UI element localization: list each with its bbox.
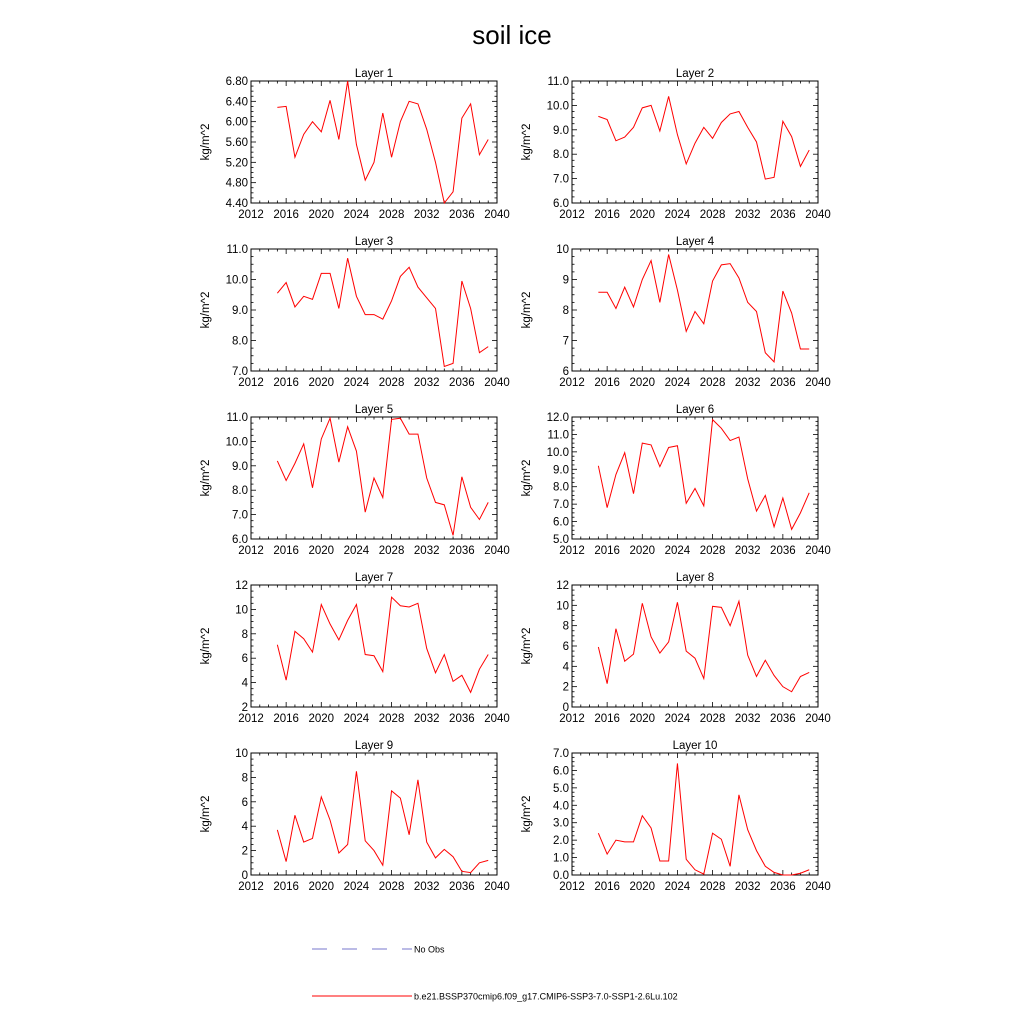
panel-5-title: Layer 5 [354,404,394,416]
panel-5-ytick-label: 9.0 [232,460,248,473]
panel-3-ylabel: kg/m^2 [200,291,212,329]
panel-10-xtick-label: 2020 [629,881,656,893]
panel-9-ytick-label: 4 [241,821,248,834]
panel-4-ytick-label: 10 [556,244,569,256]
panel-3-xtick-label: 2028 [378,377,405,389]
panel-7-title: Layer 7 [354,572,394,584]
panel-10-ytick-label: 2.0 [553,835,569,848]
panel-4-xtick-label: 2012 [559,377,585,389]
panel-2-title: Layer 2 [675,68,715,80]
panel-5-ylabel: kg/m^2 [200,459,212,497]
panel-6-ytick-label: 12.0 [546,412,569,424]
panel-6-xtick-label: 2036 [770,545,796,557]
panel-8-ytick-label: 0 [562,702,569,714]
panel-5-xtick-label: 2040 [484,545,510,557]
panel-6-ylabel: kg/m^2 [521,459,533,497]
panel-8-title: Layer 8 [675,572,715,584]
panel-1-ytick-label: 6.00 [225,116,248,129]
panel-4-ylabel: kg/m^2 [521,291,533,329]
panel-1-xtick-label: 2036 [449,209,475,221]
panel-2-xtick-label: 2036 [770,209,796,221]
panel-1-xtick-label: 2028 [378,209,405,221]
panel-8-ytick-label: 8 [562,620,569,633]
panel-4-xtick-label: 2024 [664,377,691,389]
panel-6-xtick-label: 2016 [594,545,620,557]
panel-3-xtick-label: 2016 [273,377,299,389]
panel-8-xtick-label: 2016 [594,713,620,725]
panel-8-ylabel: kg/m^2 [521,627,533,665]
panel-2-xtick-label: 2032 [734,209,761,221]
panel-1-ytick-label: 4.40 [225,198,248,210]
panel-10-xtick-label: 2028 [699,881,726,893]
panel-6-ytick-label: 11.0 [547,429,569,442]
figure-title: soil ice [472,20,552,50]
panel-8-xtick-label: 2012 [559,713,585,725]
panel-2-ytick-label: 10.0 [546,100,569,113]
panel-9-xtick-label: 2028 [378,881,405,893]
panel-5-ytick-label: 6.0 [232,534,248,546]
panel-3-xtick-label: 2024 [343,377,370,389]
panel-10-ytick-label: 6.0 [553,765,569,778]
panel-4-xtick-label: 2036 [770,377,796,389]
panel-10-xtick-label: 2032 [734,881,761,893]
panel-8-xtick-label: 2040 [805,713,831,725]
panel-8-ytick-label: 12 [556,580,569,592]
panel-4-xtick-label: 2016 [594,377,620,389]
panel-10-ytick-label: 5.0 [553,782,569,795]
panel-9-xtick-label: 2032 [413,881,440,893]
panel-2-ytick-label: 9.0 [553,124,569,137]
panel-3-ytick-label: 10.0 [225,274,248,287]
panel-8-ytick-label: 10 [556,600,569,613]
panel-6-ytick-label: 9.0 [553,464,569,477]
panel-4-xtick-label: 2040 [805,377,831,389]
panel-2-ytick-label: 6.0 [553,198,569,210]
panel-2-ytick-label: 11.0 [547,76,569,88]
panel-3-ytick-label: 11.0 [226,244,248,256]
panel-5-xtick-label: 2036 [449,545,475,557]
panel-6-xtick-label: 2024 [664,545,691,557]
panel-1-ytick-label: 5.20 [225,157,248,170]
panel-10-xtick-label: 2040 [805,881,831,893]
panel-5-ytick-label: 8.0 [232,485,248,498]
panel-7-xtick-label: 2024 [343,713,370,725]
panel-5-xtick-label: 2020 [308,545,335,557]
panel-7-xtick-label: 2012 [238,713,264,725]
panel-6-ytick-label: 10.0 [546,446,569,459]
panel-3-xtick-label: 2032 [413,377,440,389]
panel-5-ytick-label: 10.0 [225,436,248,449]
panel-10-title: Layer 10 [672,740,718,752]
panel-2-xtick-label: 2024 [664,209,691,221]
panel-8-xtick-label: 2036 [770,713,796,725]
panel-6-ytick-label: 7.0 [553,499,569,512]
panel-8-ytick-label: 2 [562,681,569,694]
panel-3-ytick-label: 8.0 [232,335,248,348]
panel-1-xtick-label: 2016 [273,209,299,221]
panel-9-xtick-label: 2040 [484,881,510,893]
panel-10-ytick-label: 1.0 [553,852,569,865]
panel-10-xtick-label: 2036 [770,881,796,893]
panel-4-xtick-label: 2020 [629,377,656,389]
panel-1-ytick-label: 5.60 [225,137,248,149]
panel-3-xtick-label: 2036 [449,377,475,389]
panel-1-ylabel: kg/m^2 [200,123,212,161]
panel-1-title: Layer 1 [354,68,394,80]
panel-2-xtick-label: 2028 [699,209,726,221]
panel-10-ytick-label: 7.0 [553,748,569,760]
panel-4-ytick-label: 9 [562,274,569,287]
panel-3-xtick-label: 2020 [308,377,335,389]
panel-10-xtick-label: 2024 [664,881,691,893]
panel-4-ytick-label: 8 [562,305,569,317]
panel-7-ytick-label: 6 [241,653,248,666]
panel-2-xtick-label: 2040 [805,209,831,221]
panel-1-xtick-label: 2032 [413,209,440,221]
panel-5-xtick-label: 2012 [238,545,264,557]
panel-8-xtick-label: 2020 [629,713,656,725]
panel-6-xtick-label: 2020 [629,545,656,557]
panel-4-title: Layer 4 [675,236,715,248]
panel-2-xtick-label: 2016 [594,209,620,221]
panel-7-ytick-label: 12 [235,580,248,592]
panel-7-xtick-label: 2016 [273,713,299,725]
panel-6-xtick-label: 2012 [559,545,585,557]
panel-7-ylabel: kg/m^2 [200,627,212,665]
panel-3-ytick-label: 9.0 [232,305,248,317]
panel-7-xtick-label: 2040 [484,713,510,725]
panel-9-xtick-label: 2016 [273,881,299,893]
panel-6-xtick-label: 2040 [805,545,831,557]
panel-9-xtick-label: 2036 [449,881,475,893]
panel-9-xtick-label: 2012 [238,881,264,893]
panel-9-title: Layer 9 [354,740,394,752]
panel-10-xtick-label: 2012 [559,881,585,893]
panel-3-title: Layer 3 [354,236,394,248]
panel-9-ytick-label: 10 [235,748,248,760]
panel-6-xtick-label: 2032 [734,545,761,557]
panel-1-xtick-label: 2012 [238,209,264,221]
panel-3-xtick-label: 2040 [484,377,510,389]
panel-7-ytick-label: 8 [241,628,248,641]
legend-model-label: b.e21.BSSP370cmip6.f09_g17.CMIP6-SSP3-7.0-SSP1-2.6Lu.102 [414,991,678,1002]
panel-7-ytick-label: 4 [241,677,248,690]
panel-1-xtick-label: 2020 [308,209,335,221]
panel-1-xtick-label: 2040 [484,209,510,221]
panel-4-xtick-label: 2032 [734,377,761,389]
panel-9-xtick-label: 2020 [308,881,335,893]
panel-10-ytick-label: 4.0 [553,800,569,813]
panel-6-title: Layer 6 [675,404,715,416]
panel-9-ytick-label: 6 [241,796,248,809]
panel-10-xtick-label: 2016 [594,881,620,893]
panel-10-ylabel: kg/m^2 [521,795,533,833]
panel-10-ytick-label: 0.0 [553,870,569,882]
panel-5-xtick-label: 2032 [413,545,440,557]
panel-4-ytick-label: 6 [562,366,569,378]
panel-5-xtick-label: 2024 [343,545,370,557]
panel-3-ytick-label: 7.0 [232,366,248,378]
panel-5-xtick-label: 2028 [378,545,405,557]
panel-4-ytick-label: 7 [562,335,569,348]
panel-7-xtick-label: 2020 [308,713,335,725]
panel-2-ytick-label: 7.0 [553,173,569,186]
legend-obs-label: No Obs [414,944,445,955]
panel-1-ytick-label: 6.80 [225,76,248,88]
panel-10-ytick-label: 3.0 [553,817,569,830]
panel-6-ytick-label: 6.0 [553,516,569,529]
panel-9-ytick-label: 0 [241,870,248,882]
panel-5-ytick-label: 7.0 [232,509,248,522]
panel-6-xtick-label: 2028 [699,545,726,557]
panel-4-xtick-label: 2028 [699,377,726,389]
panel-1-ytick-label: 4.80 [225,177,248,190]
panel-1-ytick-label: 6.40 [225,96,248,109]
panel-7-xtick-label: 2028 [378,713,405,725]
panel-8-xtick-label: 2032 [734,713,761,725]
panel-7-xtick-label: 2036 [449,713,475,725]
panel-6-ytick-label: 5.0 [553,534,569,546]
panel-5-xtick-label: 2016 [273,545,299,557]
panel-7-xtick-label: 2032 [413,713,440,725]
panel-7-ytick-label: 10 [235,604,248,617]
panel-8-ytick-label: 4 [562,661,569,674]
panel-3-xtick-label: 2012 [238,377,264,389]
panel-2-ytick-label: 8.0 [553,149,569,162]
panel-8-xtick-label: 2028 [699,713,726,725]
panel-5-ytick-label: 11.0 [226,412,248,424]
panel-6-ytick-label: 8.0 [553,481,569,494]
panel-8-xtick-label: 2024 [664,713,691,725]
panel-2-xtick-label: 2012 [559,209,585,221]
panel-1-xtick-label: 2024 [343,209,370,221]
panel-9-ytick-label: 2 [241,845,248,858]
panel-9-xtick-label: 2024 [343,881,370,893]
panel-9-ylabel: kg/m^2 [200,795,212,833]
panel-7-ytick-label: 2 [241,702,248,714]
panel-8-ytick-label: 6 [562,641,569,653]
panel-2-ylabel: kg/m^2 [521,123,533,161]
panel-9-ytick-label: 8 [241,772,248,785]
panel-2-xtick-label: 2020 [629,209,656,221]
